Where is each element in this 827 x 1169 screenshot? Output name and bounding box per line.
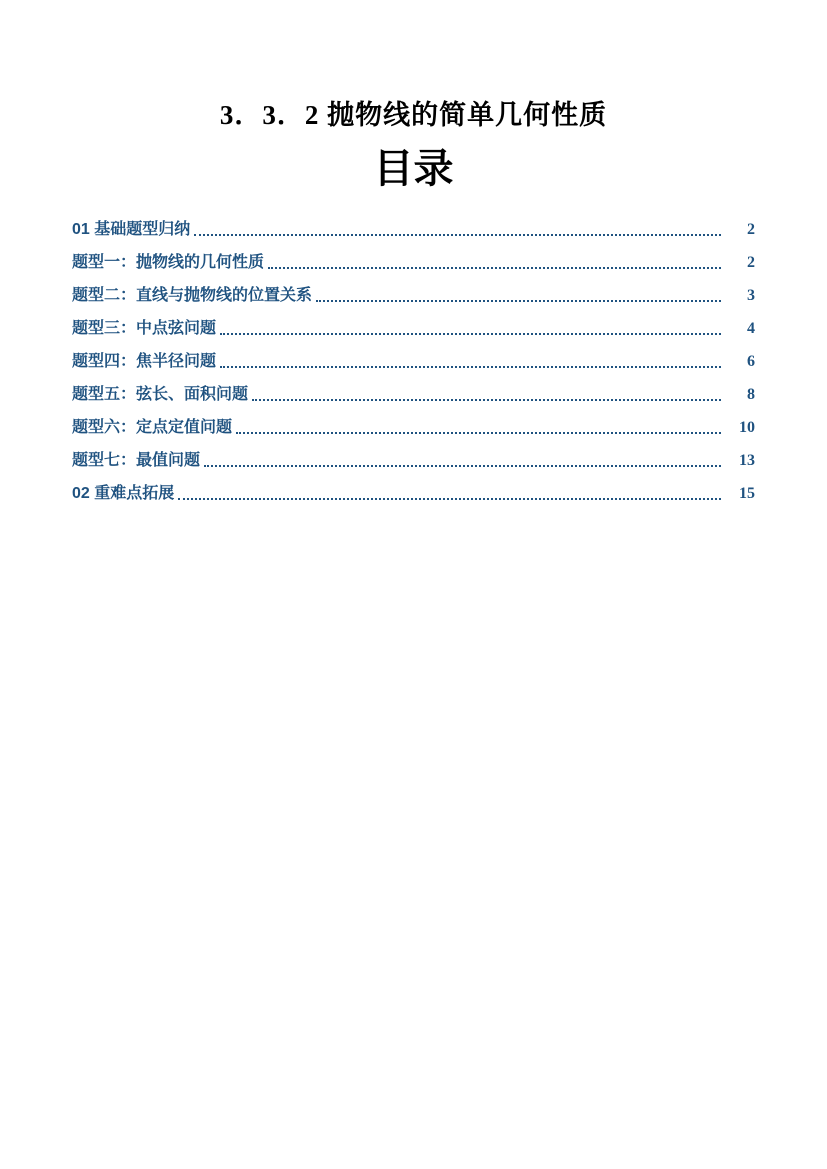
toc-leader-dots: [316, 300, 721, 302]
toc-leader-dots: [178, 498, 721, 500]
toc-page-number: 4: [747, 320, 755, 337]
toc-entry[interactable]: [72, 406, 755, 439]
toc-entry-label[interactable]: 题型一：抛物线的几何性质: [72, 254, 265, 271]
toc-page-number: 3: [747, 287, 755, 304]
toc-page-number: 2: [747, 254, 755, 271]
toc-page-number: 15: [739, 485, 755, 502]
toc-leader-dots: [220, 333, 721, 335]
toc-entry[interactable]: [72, 439, 755, 472]
toc-entry[interactable]: [72, 340, 755, 373]
document-title: 3．3．2 抛物线的简单几何性质: [219, 100, 608, 130]
toc-entry-label[interactable]: 题型二：直线与抛物线的位置关系: [72, 287, 313, 304]
toc-leader-dots: [252, 399, 721, 401]
toc-entry[interactable]: [72, 274, 755, 307]
toc-entry[interactable]: [72, 208, 755, 241]
toc-page-number: 10: [739, 419, 755, 436]
toc-heading: 目录: [373, 147, 454, 191]
toc-entry[interactable]: [72, 241, 755, 274]
toc-entry-label[interactable]: 题型七：最值问题: [72, 452, 201, 469]
toc-leader-dots: [236, 432, 721, 434]
toc-page-number: 2: [747, 221, 755, 238]
toc-leader-dots: [194, 234, 721, 236]
toc-page-number: 13: [739, 452, 755, 469]
toc-entry-label[interactable]: 题型五：弦长、面积问题: [72, 386, 249, 403]
toc-entry[interactable]: [72, 373, 755, 406]
toc-entry-label[interactable]: 题型六：定点定值问题: [72, 419, 233, 436]
toc-entry-label[interactable]: 题型四：焦半径问题: [72, 353, 217, 370]
toc-entry-label[interactable]: 01 基础题型归纳: [72, 221, 191, 238]
toc-page-number: 8: [747, 386, 755, 403]
toc-leader-dots: [268, 267, 721, 269]
toc-list: [72, 208, 755, 505]
toc-entry[interactable]: [72, 307, 755, 340]
toc-entry-label[interactable]: 02 重难点拓展: [72, 485, 175, 502]
toc-entry-label[interactable]: 题型三：中点弦问题: [72, 320, 217, 337]
toc-leader-dots: [204, 465, 721, 467]
toc-entry[interactable]: [72, 472, 755, 505]
toc-page-number: 6: [747, 353, 755, 370]
toc-leader-dots: [220, 366, 721, 368]
